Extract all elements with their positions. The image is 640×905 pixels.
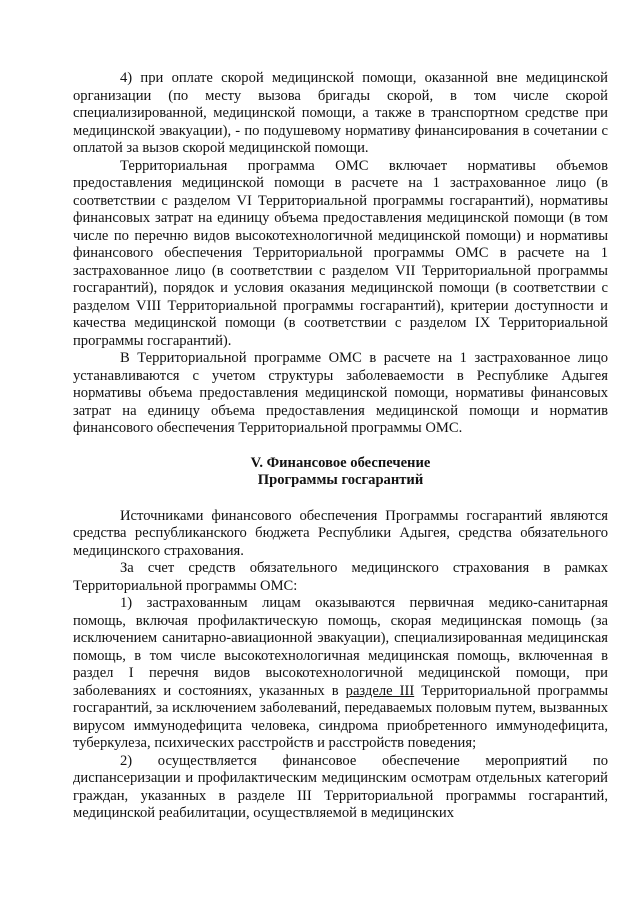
paragraph-funding-sources: Источниками финансового обеспечения Программы госгарантий являются средства республиканского бюджета Республики Адыгея, средства обязательного медицинского страхования. — [73, 507, 608, 559]
list-item-1 — [73, 595, 608, 753]
section-heading-line-2: Программы госгарантий — [257, 472, 424, 488]
section-heading — [73, 455, 608, 490]
list-item-2: 2) осуществляется финансовое обеспечение мероприятий по диспансеризации и профилактическим медицинским осмотрам отдельных категорий граждан, указанных в разделе III Территориальной программы госгарантий, медицинской реабилитации, осуществляемой в медицинских — [73, 752, 608, 821]
paragraph-oms-intro: За счет средств обязательного медицинского страхования в рамках Территориальной программы ОМС: — [73, 560, 608, 594]
paragraph-ambulance-payment: 4) при оплате скорой медицинской помощи, оказанной вне медицинской организации (по месту вызова бригады скорой, в том числе скорой специализированной, медицинской помощи, а также в транспортном средстве при медицинской эвакуации), - по подушевому нормативу финансирования в сочетании с оплатой за вызов скорой медицинской помощи. — [73, 70, 608, 156]
list-item-1-text-a: 1) застрахованным лицам оказываются первичная медико-санитарная помощь, включая профилактическую помощь, скорая медицинская помощь (за исключением санитарно-авиационной эвакуации), специализированная медицинская помощь, в том числе высокотехнологичная медицинская помощь, включенная в раздел I перечня видов высокотехнологичной медицинской помощи, при заболеваниях и состояниях, указанных в — [73, 595, 608, 699]
paragraph-program-content: Территориальная программа ОМС включает нормативы объемов предоставления медицинской помощи в расчете на 1 застрахованное лицо (в соответствии с разделом VI Территориальной программы госгарантий), нормативы финансовых затрат на единицу объема предоставления медицинской помощи (в том числе по перечню видов высокотехнологичной медицинской помощи) и нормативы финансового обеспечения Территориальной программы ОМС в расчете на 1 застрахованное лицо (в соответствии с разделом VII Территориальной программы госгарантий), порядок и условия оказания медицинской помощи (в соответствии с разделом VIII Территориальной программы госгарантий), критерии доступности и качества медицинской помощи (в соответствии с разделом IX Территориальной программы госгарантий). — [73, 157, 608, 349]
paragraph-program-norms: В Территориальной программе ОМС в расчете на 1 застрахованное лицо устанавливаются с учетом структуры заболеваемости в Республике Адыгея нормативы объема предоставления медицинской помощи, нормативы финансовых затрат на единицу объема предоставления медицинской помощи и норматив финансового обеспечения Территориальной программы ОМС. — [73, 350, 608, 436]
list-item-1-text-b: Территориальной программы госгарантий, за исключением заболеваний, передаваемых половым путем, вызванных вирусом иммунодефицита человека, синдрома приобретенного иммунодефицита, туберкулеза, психических расстройств и расстройств поведения; — [73, 682, 609, 751]
section-heading-line-1: V. Финансовое обеспечение — [250, 454, 431, 471]
section-reference-link[interactable]: разделе III — [345, 682, 415, 699]
